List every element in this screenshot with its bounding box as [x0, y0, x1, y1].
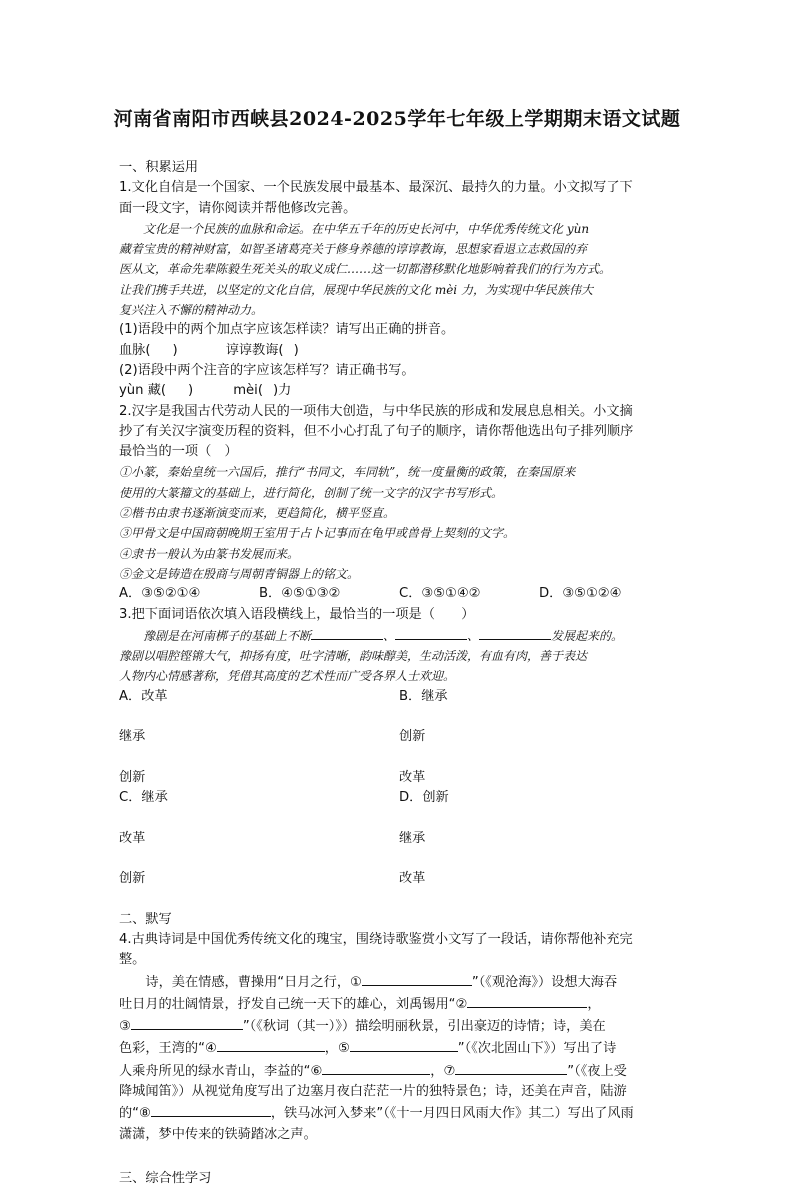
- poem-fill-line: 色彩，王湾的“④ ，⑤ ”（《次北固山下》）写出了诗: [119, 1037, 679, 1059]
- poem-fill-line: 诗，美在情感，曹操用“日月之行，① ”（《观沧海》）设想大海吞: [119, 971, 679, 993]
- section-heading: 一、积累运用: [119, 160, 199, 175]
- fill-blank[interactable]: [131, 1015, 243, 1030]
- question-3-stem: 3.把下面词语依次填入语段横线上，最恰当的一项是（ ）: [119, 606, 475, 622]
- option-a[interactable]: A．改革继承创新: [119, 688, 168, 785]
- sentence-item: ⑤金文是铸造在殷商与周朝青铜器上的铭文。: [119, 566, 360, 581]
- question-4-stem: 4.古典诗词是中国优秀传统文化的瑰宝，围绕诗歌鉴赏小文写了一段话，请你帮他补充完: [119, 931, 633, 947]
- question-2-stem: 抄了有关汉字演变历程的资料，但不小心打乱了句子的顺序，请你帮他选出句子排列顺序: [119, 423, 634, 439]
- passage-line: 复兴注入不懈的精神动力。: [119, 303, 264, 318]
- fill-blank[interactable]: [350, 1037, 458, 1052]
- exam-content: [119, 158, 679, 1189]
- sub-question: (2)语段中两个注音的字应该怎样写？请正确书写。: [119, 362, 415, 378]
- poem-fill-line: 的“⑧ ，铁马冰河入梦来”（《十一月四日风雨大作》其二）写出了风雨: [119, 1102, 679, 1124]
- option-b[interactable]: B．继承创新改革: [399, 688, 448, 785]
- passage-line: 豫剧以唱腔铿锵大气，抑扬有度，吐字清晰，韵味醇美，生动活泼，有血有肉，善于表达: [119, 649, 588, 664]
- fill-blank[interactable]: [467, 993, 587, 1008]
- fill-blank[interactable]: [151, 1102, 271, 1117]
- option-c[interactable]: C．③⑤①④②: [399, 586, 481, 602]
- question-1-stem: 面一段文字，请你阅读并帮他修改完善。: [119, 200, 357, 216]
- answer-line: yùn 藏( ) mèi( )力: [119, 383, 292, 399]
- section-heading: 二、默写: [119, 911, 172, 927]
- poem-fill-line: 人乘舟所见的绿水青山，李益的“⑥ ，⑦ ”（《夜上受: [119, 1060, 679, 1082]
- answer-label: 谆谆教诲(: [225, 342, 284, 358]
- fill-blank[interactable]: [322, 1060, 430, 1075]
- fill-blank[interactable]: [362, 971, 472, 986]
- question-2-stem: 最恰当的一项（ ）: [119, 444, 238, 460]
- answer-label: mèi(: [233, 383, 263, 399]
- passage-line: 文化是一个民族的血脉和命运。在中华五千年的历史长河中，中华优秀传统文化 yùn: [143, 221, 590, 236]
- fill-blank[interactable]: [479, 625, 551, 640]
- option-c[interactable]: C．继承改革创新: [119, 790, 168, 887]
- question-4-stem: 整。: [119, 952, 146, 968]
- passage-line: 医从文，革命先辈陈毅生死关头的取义成仁……这一切都潜移默化地影响着我们的行为方式。: [119, 262, 612, 277]
- fill-blank[interactable]: [311, 625, 383, 640]
- poem-fill-line: 吐日月的壮阔情景，抒发自己统一天下的雄心，刘禹锡用“② ，: [119, 993, 679, 1015]
- poem-fill-line: 降城闻笛》）从视觉角度写出了边塞月夜白茫茫一片的独特景色；诗，还美在声音，陆游: [119, 1084, 627, 1100]
- page-title: 河南省南阳市西峡县2024-2025学年七年级上学期期末语文试题: [113, 108, 681, 130]
- sub-question: (1)语段中的两个加点字应该怎样读？请写出正确的拼音。: [119, 322, 455, 338]
- sentence-item: ④隶书一般认为由篆书发展而来。: [119, 546, 300, 561]
- section-heading: 三、综合性学习: [119, 1170, 212, 1186]
- question-2-stem: 2.汉字是我国古代劳动人民的一项伟大创造，与中华民族的形成和发展息息相关。小文摘: [119, 403, 633, 419]
- passage-line: 让我们携手共进，以坚定的文化自信，展现中华民族的文化 mèi 力，为实现中华民族伟大: [119, 282, 593, 297]
- answer-label: yùn 藏(: [119, 383, 167, 399]
- option-d[interactable]: D．③⑤①②④: [539, 586, 622, 602]
- answer-line: 血脉( ) 谆谆教诲( ): [119, 342, 299, 358]
- poem-fill-line: 潇潇，梦中传来的铁骑踏冰之声。: [119, 1126, 317, 1142]
- sentence-item: ①小篆，秦始皇统一六国后，推行“书同文，车同轨”，统一度量衡的政策，在秦国原来: [119, 465, 576, 480]
- fill-blank[interactable]: [217, 1037, 325, 1052]
- options-row: [119, 687, 679, 788]
- fill-blank[interactable]: [395, 625, 467, 640]
- sentence-item: ③甲骨文是中国商朝晚期王室用于占卜记事而在龟甲或兽骨上契刻的文字。: [119, 526, 516, 541]
- sentence-item: ②楷书由隶书逐渐演变而来，更趋简化，横平竖直。: [119, 506, 396, 521]
- sentence-item: 使用的大篆籀文的基础上，进行简化，创制了统一文字的汉字书写形式。: [119, 485, 504, 500]
- option-d[interactable]: D．创新继承改革: [399, 790, 449, 887]
- passage-line: 豫剧是在河南梆子的基础上不断 、 、 发展起来的。: [119, 625, 679, 646]
- question-1-stem: 1.文化自信是一个国家、一个民族发展中最基本、最深沉、最持久的力量。小文拟写了下: [119, 180, 633, 196]
- option-a[interactable]: A．③⑤②①④: [119, 586, 201, 602]
- poem-fill-line: ③ ”（《秋词（其一）》）描绘明丽秋景，引出豪迈的诗情；诗，美在: [119, 1015, 679, 1037]
- fill-blank[interactable]: [455, 1060, 567, 1075]
- answer-label: 血脉(: [119, 342, 151, 358]
- options-row: [119, 788, 679, 889]
- passage-line: 人物内心情感著称，凭借其高度的艺术性而广受各界人士欢迎。: [119, 669, 456, 684]
- passage-line: 藏着宝贵的精神财富，如智圣诸葛亮关于修身养德的谆谆教诲，思想家看退立志救国的弃: [119, 242, 588, 257]
- option-b[interactable]: B．④⑤①③②: [259, 586, 341, 602]
- options-row: [119, 584, 679, 604]
